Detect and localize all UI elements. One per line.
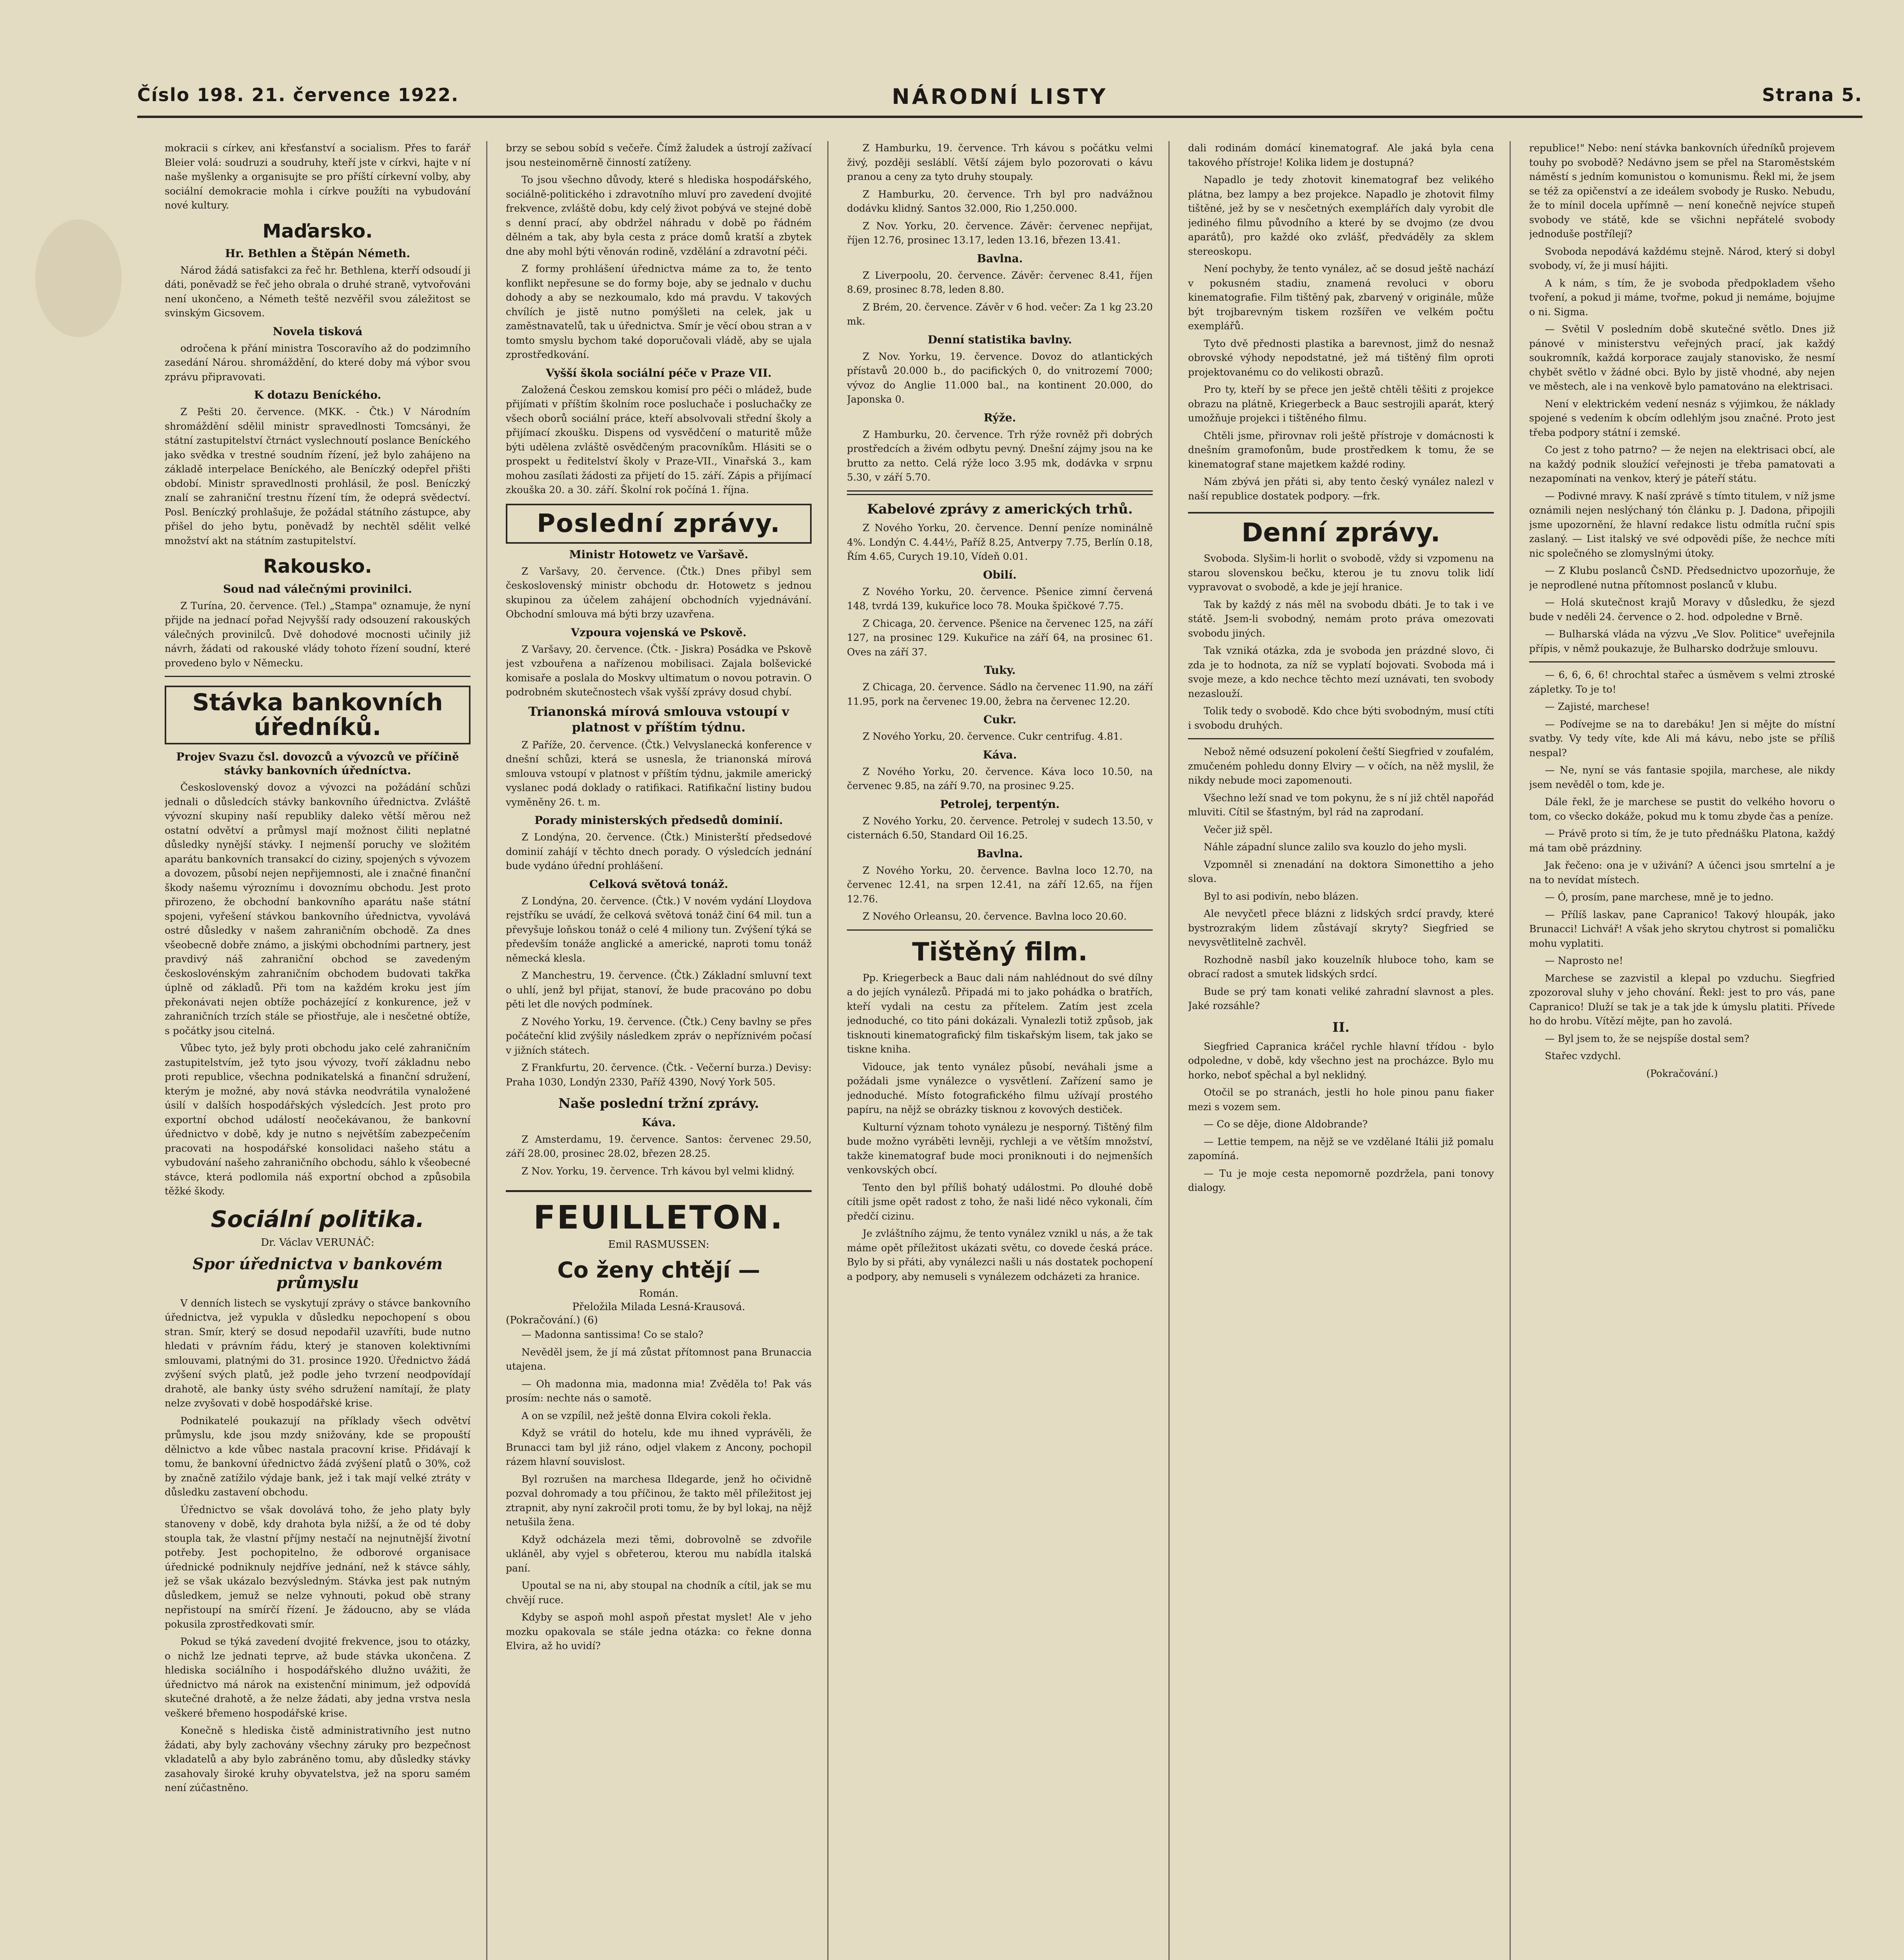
article-text: — 6, 6, 6, 6! chrochtal stařec a úsměvem s velmi ztroské zápletky. To je to!: [1529, 669, 1835, 695]
article-heading: Rýže.: [983, 411, 1016, 424]
article-heading: K dotazu Beníckého.: [254, 388, 382, 402]
article-text: Z Brém, 20. července. Závěr v 6 hod. večer: Za 1 kg 23.20 mk.: [847, 301, 1153, 327]
article-text: — Holá skutečnost krajů Moravy v důsledku, že sjezd bude v neděli 24. července o 2. hod. odpoledne v Brně.: [1529, 597, 1835, 622]
article-text: Z Londýna, 20. července. (Čtk.) Ministerští předsedové dominií zahájí v těchto dnech porady. O výsledcích jednání bude vydáno úřední prohlášení.: [506, 831, 812, 871]
article-text: Z Varšavy, 20. července. (Čtk. - Jiskra) Posádka ve Pskově jest vzbouřena a nařízenou mobilisaci. Zajala bolševické komisaře a poslala do Moskvy ultimatum o novou potravin. O podrobném skutečnostech však vyšší zprávy dosud chybí.: [506, 643, 812, 698]
article-text: Z Hamburku, 20. července. Trh rýže rovněž při dobrých prostředcích a živém odbytu pevný. Dnešní zájmy jsou na ke brutto za netto. Celá rýže loco 3.95 mk, dodávka v srpnu 5.30, v září 5.70.: [847, 428, 1153, 483]
column-2: [506, 141, 812, 1960]
article-text: — Co se děje, dione Aldobrande?: [1204, 1118, 1368, 1130]
article-text: Když se vrátil do hotelu, kde mu ihned vyprávěli, že Brunacci tam byl již ráno, odjel vlakem z Ancony, pochopil rázem hlavní souvislost.: [506, 1427, 812, 1468]
article-text: — Ó, prosím, pane marchese, mně je to jedno.: [1545, 891, 1774, 903]
article-text: — Podivné mravy. K naší zprávě s tímto titulem, v níž jsme oznámili nejen neslýchaný tón článku p. J. Dadona, připojili jsme upozornění, že hlavní redakce listu odmítla ruční spis zaslaný. — List italský ve své odpovědi píše, že nechce míti nic společného se zlomyslnými útoky.: [1529, 490, 1835, 559]
paper-stain: [35, 220, 122, 337]
article-text: Z Amsterdamu, 19. července. Santos: červenec 29.50, září 28.00, prosinec 28.02, březen 28.25.: [506, 1133, 812, 1160]
article-text: — Tu je moje cesta nepomorně pozdržela, pani tonovy dialogy.: [1188, 1167, 1494, 1194]
article-text: Konečně s hlediska čistě administrativního jest nutno žádati, aby byly zachovány všechny záruky pro bezpečnost vkladatelů a aby bylo zabráněno tomu, aby důsledky stávky zasahovaly široké kruhy obyvatelstva, jež na sporu samém není zúčastněno.: [165, 1725, 471, 1794]
section-heading: Tištěný film.: [912, 937, 1088, 967]
article-text: Tolik tedy o svobodě. Kdo chce býti svobodným, musí ctíti i svobodu druhých.: [1188, 705, 1494, 731]
article-text: V denních listech se vyskytují zprávy o stávce bankovního úřednictva, jež vypukla v důsledku nepochopení s obou stran. Smír, který se dosud nepodařil uzavříti, bude nutno hledati v právním řádu, který je stanoven kolektivními smlouvami, platnými do 31. prosince 1920. Úřednictvo žádá zvýšení svých platů, jež podle jeho tvrzení neodpovídají drahotě, ale banky ústy svého sdružení namítají, že platy nelze zvyšovati v době hospodářské krise.: [165, 1297, 471, 1409]
article-text: — Ne, nyní se vás fantasie spojila, marchese, ale nikdy jsem nevěděl o tom, kde je.: [1529, 764, 1835, 790]
article-text: Otočil se po stranách, jestli ho hole pinou panu fiaker mezi s vozem sem.: [1188, 1087, 1494, 1112]
article-text: — Podívejme se na to darebáku! Jen si mějte do místní svatby. Vy tedy víte, kde Ali má kávu, nebo jste se příliš nespal?: [1529, 718, 1835, 759]
article-text: Z Nového Yorku, 20. července. Denní peníze nominálně 4%. Londýn C. 4.44½, Paříž 8.25, Antverpy 7.75, Berlín 0.18, Řím 4.65, Curych 19.10, Vídeň 0.01.: [847, 522, 1153, 563]
article-text: — Z Klubu poslanců ČsND. Předsednictvo upozorňuje, že je neprodlené nutna přítomnost poslanců v klubu.: [1529, 565, 1835, 591]
article-text: Pro ty, kteří by se přece jen ještě chtěli těšiti z projekce obrazu na plátně, Kriegerbeck a Bauc sestrojili aparát, který umožňuje projekci i tištěného filmu.: [1188, 384, 1494, 424]
article-heading: Celková světová tonáž.: [589, 877, 729, 891]
article-text: A k nám, s tím, že je svoboda předpokladem všeho tvoření, a pokud ji máme, tvořme, pokud ji nemáme, bojujme o ni. Sigma.: [1529, 277, 1835, 318]
article-text: Z Londýna, 20. července. (Čtk.) V novém vydání Lloydova rejstříku se uvádí, že celková světová tonáž činí 64 mil. tun a převyšuje loňskou tonáž o celé 4 miliony tun. Zvýšení týká se především tonáže anglické a americké, naproti tomu tonáž německá klesla.: [506, 895, 812, 964]
article-text: Tento den byl příliš bohatý událostmi. Po dlouhé době cítili jsme opět radost z toho, že naši lidé něco vykonali, čím předčí cizinu.: [847, 1181, 1153, 1222]
article-text: Z Chicaga, 20. července. Pšenice na červenec 125, na září 127, na prosinec 129. Kukuřice na září 64, na prosinec 61. Oves na září 37.: [847, 617, 1153, 658]
column-divider: [1168, 141, 1170, 1960]
article-text: Z Hamburku, 20. července. Trh byl pro nadvážnou dodávku klidný. Santos 32.000, Rio 1,250.000.: [847, 188, 1153, 214]
article-text: Marchese se zazvistil a klepal po vzduchu. Siegfried zpozoroval sluhy v jeho chování. Řekl: jest to pro vás, pane Capranico! Dluží se tak je a tak jde k úmyslu platiti. Přívede ho do hrobu. Vítězí mějte, pan ho zavolá.: [1529, 972, 1835, 1027]
article-heading: Káva.: [983, 748, 1017, 761]
column-3: [847, 141, 1153, 1960]
byline: Dr. Václav VERUNÁČ:: [261, 1236, 374, 1249]
article-text: Byl rozrušen na marchesa Ildegarde, jenž ho očividně pozval dohromady a tou příčinou, že takto měl příležitost jej ztrapnit, aby nyní zakročil proti tomu, že by byl lokaj, na nějž netušila žena.: [506, 1473, 812, 1528]
article-text: Z Varšavy, 20. července. (Čtk.) Dnes přibyl sem československý ministr obchodu dr. Hotowetz s jednou skupinou za účelem zahájení obchodních vyjednávání. Obchodní smlouva má býti brzy uzavřena.: [506, 565, 812, 620]
article-text: Úřednictvo se však dovolává toho, že jeho platy byly stanoveny v době, kdy drahota byla nižší, a že od té doby stoupla tak, že vlastní příjmy nestačí na nejnutnější životní potřeby. Jest pochopitelno, že odborové organisace úřednické podniknuly nejdříve jednání, než k stávce sáhly, jež se však ukázalo bezvýsledným. Stávka jest pak nutným důsledkem, jemuž se nelze vyhnouti, pokud obě strany nepřistoupí na smírčí řízení. Je žádoucno, aby se vláda pokusila zprostředkovati smír.: [165, 1504, 471, 1630]
article-text: Z formy prohlášení úřednictva máme za to, že tento konflikt nepřesune se do formy boje, aby se jednalo v duchu dohody a aby se nezkoumalo, kdo má pravdu. V takových chvílích je jistě nutno pomýšleti na celek, jak u zaměstnavatelů, tak u úřednictva. Smír je věcí obou stran a v tomto smyslu bychom také doporučovali vládě, aby se ujala zprostředkování.: [506, 263, 812, 360]
article-text: Napadlo je tedy zhotovit kinematograf bez velikého plátna, bez lampy a bez projekce. Napadlo je zhotovit filmy tištěné, jež by se v nesčetných exemplářích daly vyrobit dle jediného filmu původního a které by se dvojmo (ze dvou aparátů), pro každé oko zvlášť, předváděly za sklem stereoskopu.: [1188, 174, 1494, 257]
article-heading: Vyšší škola sociální péče v Praze VII.: [546, 366, 772, 379]
article-text: Siegfried Capranica kráčel rychle hlavní třídou - bylo odpoledne, v době, kdy všechno jest na procházce. Bylo mu horko, neboť spěchal a byl neklidný.: [1188, 1040, 1494, 1081]
section-heading: Maďarsko.: [262, 220, 373, 242]
article-text: Vzpomněl si znenadání na doktora Simonettiho a jeho slova.: [1188, 858, 1494, 885]
article-text: Z Pešti 20. července. (MKK. - Čtk.) V Národním shromáždění sdělil ministr spravedlnosti Tomcsányi, že státní zastupitelství čtrnáct vyslechnoutí poslance Beníckého jako svědka v trestné soudním řízení, jež bylo zahájeno na základě interpelace Beníckého, ale Beníczký odepřel přišti období. Ministr spravedlnosti prohlásil, že posl. Beníczký znalí se zahraniční trestnu řízení tím, že odeprá svědectví. Posl. Beníczký prohlašuje, že požádal státního zástupce, aby přišel do jeho bytu, poněvadž by nechtěl sdělit velké množství akt na státním zastupitelství.: [165, 406, 471, 546]
article-text: Z Chicaga, 20. července. Sádlo na červenec 11.90, na září 11.95, pork na červenec 19.00, žebra na červenec 12.20.: [847, 681, 1153, 707]
article-text: Z Nového Yorku, 19. července. (Čtk.) Ceny bavlny se přes počáteční klid zvýšily následkem zpráv o nepříznivém počasí v jižních státech.: [506, 1016, 812, 1056]
article-text: — Bulharská vláda na výzvu „Ve Slov. Politice" uveřejnila přípis, v němž poukazuje, že Bulharsko dodržuje smlouvu.: [1529, 628, 1835, 654]
article-text: Pokud se týká zavedení dvojité frekvence, jsou to otázky, o nichž lze jednati teprve, až bude stávka ukončena. Z hlediska sociálního i hospodářského dlužno uvážiti, že úřednictvo má nárok na existenční minimum, jež odpovídá skutečné drahotě, a že nelze žádati, aby jedna vrstva nesla veškeré břemeno hospodářské krise.: [165, 1636, 471, 1719]
article-text: Tak by každý z nás měl na svobodu dbáti. Je to tak i ve státě. Jsem-li svobodný, nemám proto práva omezovati svobodu jiných.: [1188, 599, 1494, 639]
section-heading: Denní zprávy.: [1188, 512, 1494, 546]
article-heading: Porady ministerských předsedů dominií.: [534, 814, 783, 827]
article-text: mokracii s církev, ani křesťanství a socialism. Přes to farář Bleier volá: soudruzi a soudruhy, kteří jste v církvi, hajte v ní naše myšlenky a organisujte se pro příští církevní volby, aby sociální demokracie mohla i církve použíti na vybudování nové kultury.: [165, 142, 471, 211]
divider: [847, 490, 1153, 495]
section-heading: Sociální politika.: [211, 1205, 425, 1232]
article-text: Podnikatelé poukazují na příklady všech odvětví průmyslu, kde jsou mzdy snižovány, kde se propouští dělnictvo a kde vůbec nastala pracovní krise. Přidávají k tomu, že bankovní úřednictvo žádá zvýšení platů o 30%, což by značně zatížilo výdaje bank, jež i tak mají velké ztráty v důsledku zastavení obchodu.: [165, 1415, 471, 1498]
article-text: — Oh madonna mia, madonna mia! Zvěděla to! Pak vás prosím: nechte nás o samotě.: [506, 1378, 812, 1404]
article-text: Z Hamburku, 19. července. Trh kávou s počátku velmi živý, později sesláblí. Větší zájem bylo pozorovati o kávu pranou a ceny za tyto druhy stoupaly.: [847, 142, 1153, 182]
article-text: — Naprosto ne!: [1545, 955, 1623, 966]
article-text: Pp. Kriegerbeck a Bauc dali nám nahlédnout do své dílny a do jejích vynálezů. Připadá mi to jako pohádka o bratřích, kteří vydali na cestu za přítelem. Zatím jest zcela jednoduché, co tito páni dokázali. Vynalezli totiž způsob, jak tisknouti kinematografický film tiskařským lisem, tak jako se tiskne kniha.: [847, 972, 1153, 1055]
article-heading: Tuky.: [984, 664, 1016, 677]
article-text: brzy se sebou sobíd s večeře. Čímž žaludek a ústrojí zažívací jsou nesteinoměrně činností zatíženy.: [506, 142, 812, 168]
article-text: Z Nového Yorku, 20. července. Pšenice zimní červená 148, tvrdá 139, kukuřice loco 78. Mouka špičkové 7.75.: [847, 586, 1153, 612]
article-text: — Právě proto si tím, že je tuto přednášku Platona, každý má tam obě prázdniny.: [1529, 828, 1835, 854]
article-heading: Projev Svazu čsl. dovozců a vývozců ve příčině stávky bankovních úředníctva.: [176, 750, 459, 777]
column-divider: [486, 141, 487, 1960]
article-text: Svoboda. Slyšim-li horlit o svobodě, vždy si vzpomenu na starou slovenskou bečku, kterou je tu znovu tolik lidí vypravovat o svobodě, a kde je její hranice.: [1188, 553, 1494, 593]
feuilleton-heading: FEUILLETON.: [506, 1190, 812, 1236]
article-text: — Zajisté, marchese!: [1545, 701, 1650, 712]
article-heading: Cukr.: [983, 713, 1016, 726]
novel-subtitle: Román.: [639, 1288, 679, 1300]
article-text: — Madonna santissima! Co se stalo?: [521, 1329, 703, 1341]
article-text: odročena k přání ministra Toscoravího až do podzimního zasedání Nárou. shromáždění, do které doby má výbor svou zprávu připravovati.: [165, 342, 471, 383]
article-text: Kdyby se aspoň mohl aspoň přestat myslet! Ale v jeho mozku opakovala se stále jedna otázka: co řekne donna Elvira, až ho uvidí?: [506, 1612, 812, 1652]
article-text: republice!" Nebo: není stávka bankovních úředníků projevem touhy po svobodě? Nedávno jsem se přel na Staroměstském náměstí s jedním komunistou o komunismu. Řekl mi, že jsem se též za opičenství a ze ideálem svobody je Rusko. Nebudu, že to mínil docela upřímně — není konečně nejvíce stupeň svobody ve státě, kde se všichni nepřátelé svobody jednoduše postřílejí?: [1529, 142, 1835, 240]
section-heading: Kabelové zprávy z amerických trhů.: [867, 501, 1133, 517]
article-text: Co jest z toho patrno? — že nejen na elektrisaci obcí, ale na každý podnik sloužící veřejnosti je třeba pamatovati a nezapomínati na venkov, který je páteří státu.: [1529, 444, 1835, 484]
article-heading: Obilí.: [983, 568, 1017, 581]
article-text: Jak řečeno: ona je v uživání? A účenci jsou smrtelní a je na to nevídat místech.: [1529, 860, 1835, 886]
article-text: Chtěli jsme, přirovnav roli ještě přístroje v domácnosti k dnešním gramofonům, bude prostředkem k tomu, že se kinematograf stane majetkem každé rodiny.: [1188, 430, 1494, 470]
issue-date: Číslo 198. 21. července 1922.: [137, 84, 459, 105]
divider: [165, 676, 471, 677]
article-text: Dále řekl, že je marchese se pustit do velkého hovoru o tom, co všecko dokáže, pokud mu k tomu zbyde čas a peníze.: [1529, 796, 1835, 822]
column-1: [165, 141, 471, 1960]
article-heading: Soud nad válečnými provinilci.: [223, 582, 412, 595]
article-text: Z Nového Yorku, 20. července. Bavlna loco 12.70, na červenec 12.41, na srpen 12.41, na září 12.65, na říjen 12.76.: [847, 864, 1153, 905]
article-heading: Spor úřednictva v bankovém průmyslu: [193, 1254, 443, 1292]
article-text: Nevěděl jsem, že jí má zůstat přítomnost pana Brunaccia utajena.: [506, 1346, 812, 1372]
article-text: Rozhodně nasbíl jako kouzelník hluboce toho, kam se obrací radost a smutek lidských srdcí.: [1188, 954, 1494, 980]
article-text: Ale nevyčetl přece blázni z lidských srdcí pravdy, které bystrozrakým lidem zůstávají skryty? Siegfried se nevysvětlitelně zachvěl.: [1188, 908, 1494, 948]
article-text: Národ žádá satisfakci za řeč hr. Bethlena, kterří odsoudí ji dáti, poněvadž se řeč jeho obrala o druhé straně, vytvořováni není ukončeno, a Németh teště nezvěřil svou záležitost se svinským Gicsovem.: [165, 264, 471, 319]
section-heading: Rakousko.: [263, 555, 372, 578]
article-text: Upoutal se na ni, aby stoupal na chodník a cítil, jak se mu chvějí ruce.: [506, 1580, 812, 1606]
article-text: Je zvláštního zájmu, že tento vynález vznikl u nás, a že tak máme opět příležitost ukázati světu, co dovede česká práce. Bylo by si přáti, aby vynálezci našli u nás dostatek pochopení a podpory, aby nemuseli s vynálezem odcházeti za hranice.: [847, 1228, 1153, 1282]
column-4: [1188, 141, 1494, 1960]
column-divider: [1510, 141, 1511, 1960]
article-text: Z Paříže, 20. července. (Čtk.) Velvyslanecká konference v dnešní schůzi, která se usnesla, že trianonská mírová smlouva vstoupí v platnost v příštím týdnu, jakmile americký vyslanec podá doklady o ratifikaci. Ratifikační listiny budou vyměněny 26. t. m.: [506, 739, 812, 808]
article-text: Bude se prý tam konati veliké zahradní slavnost a ples. Jaké rozsáhle?: [1188, 985, 1494, 1012]
article-heading: Trianonská mírová smlouva vstoupí v platnost v příštím týdnu.: [528, 704, 789, 735]
article-text: Svoboda nepodává každému stejně. Národ, který si dobyl svobody, ví, že ji musí hájiti.: [1529, 245, 1835, 271]
article-text: Z Nového Yorku, 20. července. Petrolej v sudech 13.50, v cisternách 6.50, Standard Oil 16.25.: [847, 815, 1153, 841]
article-text: Nám zbývá jen přáti si, aby tento český vynález nalezl v naší republice dostatek podpory. —frk.: [1188, 476, 1494, 502]
section-heading: Stávka bankovních úředníků.: [165, 686, 471, 744]
article-heading: Hr. Bethlen a Štěpán Németh.: [225, 247, 411, 260]
continuation-note: (Pokračování.) (6): [506, 1314, 598, 1327]
article-text: Z Manchestru, 19. července. (Čtk.) Základní smluvní text o uhlí, jenž byl přijat, stanoví, že bude pracováno po dobu pěti let dle nových podmínek.: [506, 970, 812, 1010]
article-text: Vidouce, jak tento vynález působí, neváhali jsme a požádali jsme vynálezce o vysvětlení. Zařízení samo je jednoduché. Místo fotografického filmu užívají prostého papíru, na nějž se obrázky tisknou z kovových destiček.: [847, 1061, 1153, 1116]
article-text: Není v elektrickém vedení nesnáz s výjimkou, že náklady spojené s vedením k obcím odlehlým jsou značné. Proto jest třeba podpory státní i zemské.: [1529, 398, 1835, 438]
article-text: Z Liverpoolu, 20. července. Závěr: červenec 8.41, říjen 8.69, prosinec 8.78, leden 8.80.: [847, 269, 1153, 295]
article-text: Z Nov. Yorku, 20. července. Závěr: červenec nepřijat, říjen 12.76, prosinec 13.17, leden 13.16, březen 13.41.: [847, 220, 1153, 246]
column-5: [1529, 141, 1835, 1960]
article-text: — Lettie tempem, na nějž se ve vzdělané Itálii již pomalu zapomíná.: [1188, 1136, 1494, 1162]
continuation-note: (Pokračování.): [1646, 1067, 1718, 1079]
article-text: Československý dovoz a vývozci na požádání schůzi jednali o důsledcích stávky bankovního úřednictva. Zvláště vývozní skupiny naší republiky daleko větší měrou než ostatní odvětví a průmysl mají možnost čiliti neplatné důsledky nynější stávky. I nejmenší poruchy ve složitém aparátu bankovních transakcí do ciziny, spojených s vývozem a dovozem, působí nejen nepřijemnosti, ale i značné finanční škody našemu výroznímu i dovoznímu obchodu. Jest proto přirozeno, že obchodní bankovního aparátu naše státní spojeni, vyřešení stávkou bankovního úřednictva, vyvolává ostré důsledky v našem zahraničním obchodě. Za dnes všeobecně dobře známo, a jiskými obchodními partnery, jest pravdivý náš zahraniční obchod se zavedeným českoslovénským zahraničním obchodem budovati takřka úplně od základů. Při tom na každém kroku jest jím překonávati nejen obtíže pocházející z konkurence, jež v zahraničních trzích stále se přiostřuje, ale i nesčetné obtíže, s počátky jsou citelná.: [165, 782, 471, 1036]
byline: Emil RASMUSSEN:: [608, 1239, 709, 1251]
article-heading: Denní statistika bavlny.: [927, 333, 1072, 346]
article-text: Tak vzniká otázka, zda je svoboda jen prázdné slovo, či zda je to hodnota, za níž se vyplatí bojovati. Svoboda má i svoje meze, a kdo nechce těchto mezí uznávati, ten svobody nezaslouží.: [1188, 645, 1494, 699]
article-text: Byl to asi podivín, nebo blázen.: [1204, 890, 1359, 902]
article-heading: Vzpoura vojenská ve Pskově.: [571, 626, 747, 639]
article-text: Z Nového Yorku, 20. července. Káva loco 10.50, na červenec 9.85, na září 9.70, na prosinec 9.25.: [847, 766, 1153, 792]
article-text: Z Turína, 20. července. (Tel.) „Stampa" oznamuje, že nyní přijde na jednací pořad Nejvyšší rady odsouzení rakouských válečných provinilců. Dvě dohodové mocnosti učinily již návrh, žádati od rakouské vlády tohoto řízení soudní, které provedeno bylo v Německu.: [165, 600, 471, 669]
article-text: Z Frankfurtu, 20. července. (Čtk. - Večerní burza.) Devisy: Praha 1030, Londýn 2330, Paříž 4390, Nový York 505.: [506, 1062, 812, 1088]
article-text: — Byl jsem to, že se nejspíše dostal sem?: [1545, 1033, 1750, 1044]
article-text: — Světil V posledním době skutečné světlo. Dnes již pánové v ministerstvu veřejných prací, jak každý soukromník, každá korporace zaujaly stanovisko, že nesmí chybět světlo v žádné obci. Bylo by jistě vhodné, aby nejen ve městech, ale i na venkově bylo pamatováno na elektrisaci.: [1529, 323, 1835, 392]
article-text: Z Nového Yorku, 20. července. Cukr centrifug. 4.81.: [863, 731, 1123, 742]
divider: [847, 929, 1153, 931]
article-text: Z Nového Orleansu, 20. července. Bavlna loco 20.60.: [863, 911, 1127, 922]
article-text: Večer již spěl.: [1204, 824, 1273, 835]
article-heading: Naše poslední tržní zprávy.: [558, 1096, 759, 1111]
newspaper-title: NÁRODNÍ LISTY: [892, 84, 1108, 109]
article-text: Všechno leží snad ve tom pokynu, že s ní již chtěl napořád mluviti. Cítil se šťastným, byl rád na zaprodaní.: [1188, 792, 1494, 818]
article-text: Stařec vzdychl.: [1545, 1050, 1621, 1062]
article-heading: Novela tisková: [273, 325, 363, 338]
article-heading: Petrolej, terpentýn.: [940, 797, 1060, 811]
article-text: Z Nov. Yorku, 19. července. Dovoz do atlantických přístavů 20.000 b., do pacifických 0, do vnitrozemí 7000; vývoz do Anglie 11.000 bal., na kontinent 20.000, do Japonska 0.: [847, 350, 1153, 405]
novel-title: Co ženy chtějí —: [557, 1258, 760, 1283]
article-text: dali rodinám domácí kinematograf. Ale jaká byla cena takového přístroje! Kolika lidem je dostupná?: [1188, 142, 1494, 168]
article-text: Vůbec tyto, jež byly proti obchodu jako celé zahraničním zastupitelstvím, jež tyto jsou vývozy, tvoří základnu nebo proti republice, všechna podnikatelská a finanční sdružení, kterým je možné, aby nová stávka neodvrátila vynaložené úsilí v dalších hospodářských výsledcích. Jest proto pro exportní obchod událostí neočekávanou, že bankovní úřednictvo v době, kdy je nutno s největším zabezpečením pracovati na hospodářské konsolidaci našeho státu a vybudování našeho zahraničního obchodu, sáhlo k všeobecné stávce, která podlomila náš exportní obchod a způsobila těžké škody.: [165, 1042, 471, 1197]
article-text: Založená Českou zemskou komisí pro péči o mládež, bude přijímati v příštím školním roce posluchače i posluchačky ze všech oborů sociální práce, kteří absolvovali střední školy a přijímací zkoušku. Dispens od vysvědčení o maturitě může býti udělena zvláště osvědčeným pracovníkům. Hlásiti se o prospekt u ředitelství školy v Praze-VII., Vinařská 3., kam mohou zasílati žádosti za přijetí do 15. září. Zápis a přijímací zkouška 20. a 30. září. Školní rok počíná 1. října.: [506, 384, 812, 495]
article-text: — Přílíš laskav, pane Capranico! Takový hloupák, jako Brunacci! Lichvář! A však jeho skrytou chytrost si pomaličku mohu vyplatiti.: [1529, 909, 1835, 949]
article-text: Z Nov. Yorku, 19. července. Trh kávou byl velmi klidný.: [521, 1165, 795, 1177]
article-text: To jsou všechno důvody, které s hlediska hospodářského, sociálně-politického i zdravotního mluví pro zavedení dvojité frekvence, zvláště dobu, kdy celý život pobývá ve stejné době s denní prací, aby obdržel náhradu v době po řádném dělném a tak, aby byla cesta z práce domů kratší a zbytek dne aby mohl býti věnován rodině, vzdělání a zdravotní péči.: [506, 174, 812, 257]
masthead: [137, 84, 1862, 118]
column-divider: [827, 141, 828, 1960]
article-text: Kulturní význam tohoto vynálezu je nesporný. Tištěný film bude možno vyráběti levněji, rychleji a ve větším množství, takže kinematograf bude moci proniknouti i do nejmenších venkovských obcí.: [847, 1121, 1153, 1176]
article-text: Není pochyby, že tento vynález, ač se dosud ještě nachází v pokusném stadiu, znamená revoluci v oboru kinematografie. Film tištěný pak, zbarvený v originále, může být trojbarevným tiskem rozšířen ve velkém počtu exemplářů.: [1188, 263, 1494, 332]
article-text: Tyto dvě přednosti plastika a barevnost, jimž do nesnaž obrovské výhody nepodstatné, jež má tištěný film oproti projektovanému co do velikosti obrazů.: [1188, 338, 1494, 378]
article-heading: Bavlna.: [977, 847, 1023, 860]
translator-credit: Přeložila Milada Lesná-Krausová.: [572, 1301, 745, 1313]
article-heading: Ministr Hotowetz ve Varšavě.: [569, 548, 749, 561]
divider: [1529, 661, 1835, 662]
article-heading: Káva.: [641, 1116, 676, 1129]
divider: [1188, 738, 1494, 739]
article-heading: Bavlna.: [977, 252, 1023, 265]
article-text: Nebož němé odsuzení pokolení čeští Siegfried v zoufalém, zmučeném pohledu donny Elviry — v očích, na něž myslil, že nikdy nebude moci zapomenouti.: [1188, 746, 1494, 786]
section-heading: Poslední zprávy.: [506, 504, 812, 544]
article-text: A on se vzpílil, než ještě donna Elvira cokoli řekla.: [521, 1410, 772, 1421]
page-number: Strana 5.: [1762, 84, 1862, 105]
article-text: Když odcházela mezi těmi, dobrovolně se zdvořile ukláněl, aby vyjel s obřeterou, kterou mu nabídla italská paní.: [506, 1534, 812, 1574]
article-text: Náhle západní slunce zalilo sva kouzlo do jeho mysli.: [1204, 841, 1467, 853]
chapter-number: II.: [1332, 1019, 1350, 1035]
